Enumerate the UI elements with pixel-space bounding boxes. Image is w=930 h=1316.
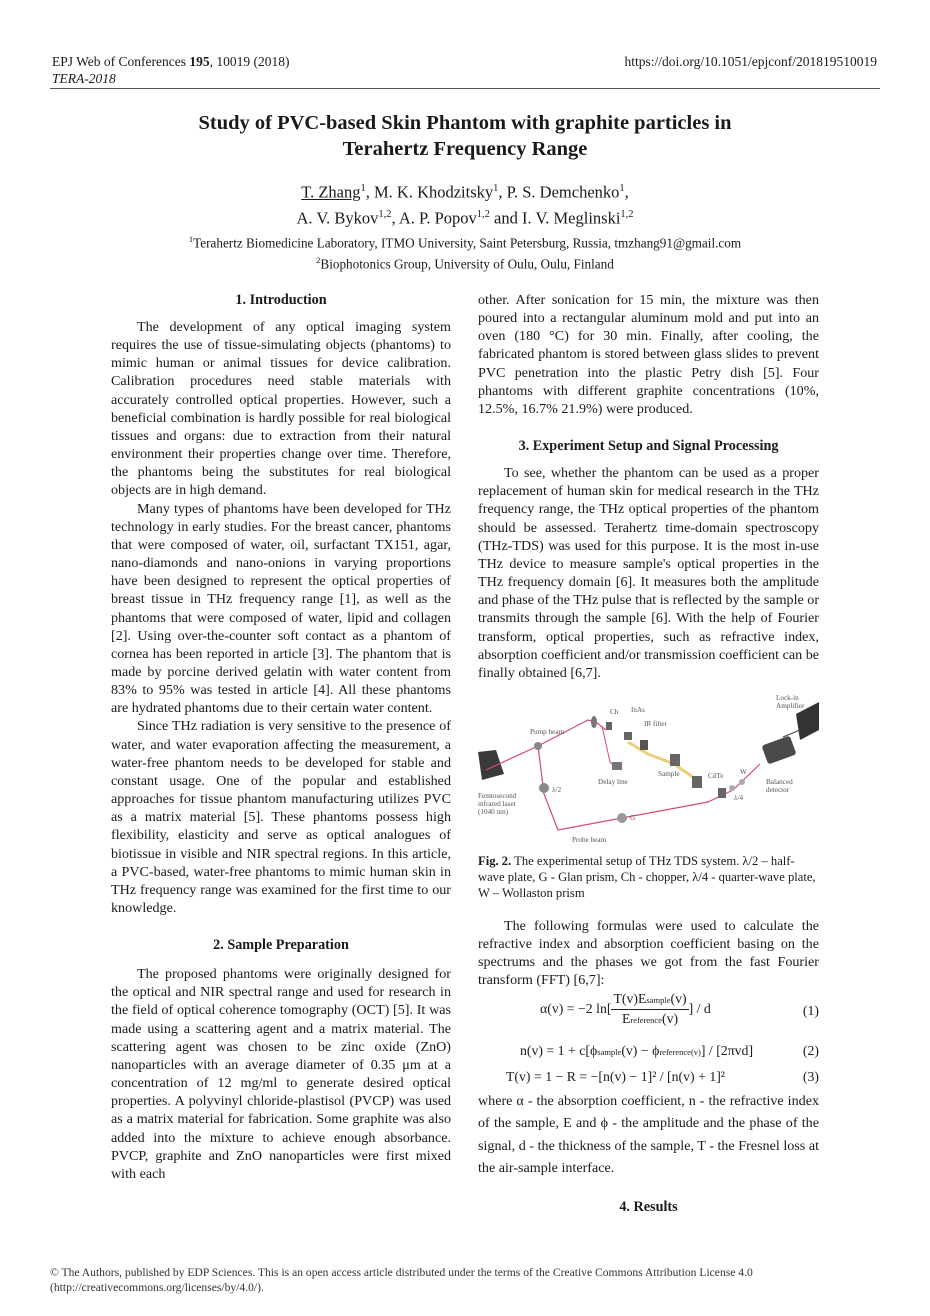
quarter-wave-plate-icon [729,785,735,791]
label-pump-beam: Pump beam [530,727,565,736]
eq1-den-end: (v) [661,1010,679,1026]
author-list [100,178,830,229]
header-rule [50,88,880,89]
author-sep: and [489,208,522,227]
sample-paragraph-1: The proposed phantoms were originally designed for the optical and NIR spectral range and used for research in the field of optical coherence tomography (OCT) [5]. It was made using a scattering agent and a matrix material. The scattering agent was chosen to be zinc oxide (ZnO) nanoparticles with an average diameter of 0.35 μm at a concentration of 12 mg/ml to generate desired optical properties. A polyvinyl chloride-plastisol (PVCP) was used as a matrix material for fabrication. Some graphite was also added into the mixture to achieve enough absorbance. PVCP, graphite and ZnO nanoparticles were first mixed with each [111,966,451,1182]
section-heading-results: 4. Results [619,1198,678,1215]
label-chopper: Ch [610,707,619,716]
author-affil-sup: 1,2 [378,208,392,220]
intro-paragraph-3: Since THz radiation is very sensitive to the presence of water, and water evaporation affecting the measurement, a water-free phantom needs to be developed for stable and constant usage. One of the popular and established approaches for tissue phantom manufacturing utilizes PVC as a matrix material [5]. These phantoms possess high flexibility, elasticity and serve as optical analogues of biotissue in visible and NIR spectral regions. In this article, a PVC-based, water-free phantoms to mimic human skin in THz frequency range was examined for the first time to our knowledge. [111,718,451,916]
license-footer [50,1265,880,1295]
half-wave-plate-icon [539,783,549,793]
label-balanced: Balanced [766,777,793,786]
intro-paragraph-1: The development of any optical imaging system requires the use of tissue-simulating objects (phantoms) to mimic human or animal tissues for device calibration. Calibration procedures need stable materials with accurately controlled optical properties. However, such a beneficial combination is hardly possible for real biological tissues and organs: due to extraction from their natural environment their properties change over time. Therefore, the phantoms being the substitutes for real biological objects are in high demand. [111,319,451,499]
label-wavelength: (1040 nm) [478,807,509,816]
author-name: T. Zhang [301,182,361,202]
section-heading-sample-preparation: 2. Sample Preparation [213,937,349,954]
caption-label: Fig. 2. [478,853,512,868]
eq2-part3: ] / [2πvd] [700,1042,754,1058]
caption-text: The experimental setup of THz TDS system. λ/2 – half-wave plate, G - Glan prism, Ch - chopper, λ/4 - quarter-wave plate, W – Wollaston prism [478,853,816,900]
left-column [111,291,451,1183]
license-line-1: © The Authors, published by EDP Sciences. This is an open access article distributed under the terms of the Creative Commons Attribution License 4.0 [50,1266,753,1279]
affiliations [100,231,830,273]
eq1-num: T(v)E [613,990,647,1006]
equation-number: (3) [802,1068,819,1084]
journal-name: EPJ Web of Conferences [52,54,190,69]
balanced-detector-icon [761,735,796,764]
label-sample: Sample [658,769,680,778]
glan-prism-icon [617,813,627,823]
eq2-sub1: sample [597,1046,622,1057]
experimental-setup-figure [478,692,819,850]
author-sep: , [365,182,374,202]
label-amplifier: Amplifier [776,701,805,710]
eq1-num-sub: sample [646,994,671,1005]
author-sep: , [391,208,399,227]
cdte-crystal-icon [718,788,726,798]
affil-text: Terahertz Biomedicine Laboratory, ITMO University, Saint Petersburg, Russia, tmzhang91@gmail.com [193,235,742,251]
license-link[interactable]: (http://creativecommons.org/licenses/by/4.0/). [50,1281,264,1294]
equation-2 [478,1038,819,1064]
mirror-icon [534,742,542,750]
equation-2-body [520,1042,753,1061]
laser-icon [478,750,504,780]
affiliation-1 [100,231,830,252]
inas-emitter-icon [624,732,632,740]
author-affil-sup: 1 [619,183,625,194]
author-affil-sup: 1,2 [620,208,634,220]
conference-name: TERA-2018 [52,71,116,86]
mirror-icon [606,722,612,730]
journal-issue: , 10019 (2018) [209,54,290,69]
label-cdte: CdTe [708,771,724,780]
wollaston-prism-icon [739,779,745,785]
equation-number: (2) [802,1042,819,1058]
doi-link[interactable]: https://doi.org/10.1051/epjconf/201819510019 [624,54,877,69]
eq1-den-sub: reference [630,1014,662,1025]
author-affil-sup: 1,2 [476,208,490,220]
author-name: P. S. Demchenko [506,182,620,202]
equation-3-body: T(v) = 1 − R = −[n(v) − 1]² / [n(v) + 1]² [506,1068,725,1084]
eq1-fraction [611,990,688,1029]
eq1-lhs: α(v) = −2 ln[ [540,1000,612,1016]
label-quarter-wave: λ/4 [734,793,744,802]
author-name: A. P. Popov [398,208,477,227]
intro-paragraph-2: Many types of phantoms have been developed for THz technology in early studies. For the breast cancer, phantoms that were composed of water, oil, surfactant TX151, agar, nano-diamonds and nano-onions in varying proportions have been designed to represent the optical properties of breast tissue in THz frequency range [1], as well as the phantoms that were composed of water, lipid and collagen [2]. Using over-the-counter soft contact as a phantom of cornea has been reported in article [3]. The phantom that is made by porcine derived gelatin with water content from 83% to 95% was tested in article [4]. All these phantoms are hydrated phantoms due to their certain water content. [111,500,451,717]
parabolic-mirror-icon [670,754,680,766]
experiment-paragraph-1: To see, whether the phantom can be used as a proper replacement of human skin for medical research in the THz frequency range, the THz optical properties of the phantom should be assessed. Terahertz time-domain spectroscopy (THz-TDS) was used for this purpose. It is the most in-use THz device to measure sample's optical properties in the THz frequency domain [6]. It measures both the amplitude and phase of the THz pulse that is reflected by the sample or transmits through the sample [6]. With the help of Fourier transform, optical properties, such as refractive index, absorption coefficient and/or transmission coefficient can be finally obtained [6,7]. [478,465,820,681]
label-glan-prism: G [630,813,636,822]
affil-sup: 1 [188,234,194,244]
section-heading-introduction: 1. Introduction [235,292,327,308]
eq1-num-end: (v) [670,990,687,1006]
label-femtosecond: Femtosecond [478,791,517,800]
equation-1 [478,990,819,1036]
equation-1-body [540,990,711,1029]
author-affil-sup: 1 [360,183,366,194]
delay-line-icon [612,762,622,770]
section-heading-experiment: 3. Experiment Setup and Signal Processing [518,438,779,455]
label-half-wave: λ/2 [552,785,562,794]
eq2-sub2: reference(v) [659,1046,701,1057]
experiment-paragraph-3: where α - the absorption coefficient, n - the refractive index of the sample, E and ϕ - the amplitude and the phase of the signal, d - the thickness of the sample, T - the Fresnel loss at the air-sample interface. [478,1092,819,1177]
label-infrared-laser: infrared laser [478,799,517,808]
eq1-rhs: ] / d [688,1000,711,1016]
journal-volume: 195 [189,54,210,69]
affil-text: Biophotonics Group, University of Oulu, Oulu, Finland [320,256,614,272]
sample-holder-icon [692,776,702,788]
label-inas: InAs [631,705,645,714]
title-line-1: Study of PVC-based Skin Phantom with graphite particles in [198,112,732,134]
eq1-den: E [621,1010,631,1026]
title-line-2: Terahertz Frequency Range [342,138,588,160]
running-header-left [52,53,290,87]
ir-filter-icon [640,740,648,750]
author-name: M. K. Khodzitsky [373,182,494,202]
author-name: I. V. Meglinski [522,208,621,227]
eq2-part1: n(v) = 1 + c[ϕ [520,1042,598,1058]
right-column [478,291,819,1216]
author-name: A. V. Bykov [296,208,379,227]
label-ir-filter: IR filter [644,719,667,728]
sample-paragraph-continued: other. After sonication for 15 min, the mixture was then poured into a rectangular aluminum mold and put into an oven (180 °C) for 30 min. Finally, after cooling, the fabricated phantom is stored between glass slides to prevent PVC penetration into the plastic Petry dish [5]. Four phantoms with different graphite concentrations (10%, 12.5%, 16.7% 21.9%) were produced. [478,292,819,417]
label-wollaston: W [740,767,747,776]
label-probe-beam: Probe beam [572,835,607,844]
label-lock-in: Lock-in [776,693,799,702]
label-delay-line: Delay line [598,777,628,786]
label-detector: detector [766,785,790,794]
author-sep: , [624,182,629,202]
eq2-part2: (v) − ϕ [621,1042,660,1058]
equation-number: (1) [802,1002,819,1018]
chopper-icon [591,716,597,728]
probe-beam-path [538,746,760,830]
affil-sup: 2 [316,254,321,265]
figure-caption [478,853,819,901]
author-affil-sup: 1 [493,183,499,194]
experiment-paragraph-2: The following formulas were used to calculate the refractive index and absorption coefficient basing on the spectrums and the phases we got from the fast Fourier transform (FFT) [6,7]: [478,917,819,989]
affiliation-2 [100,252,830,273]
authors-line-1 [100,178,830,204]
authors-line-2 [100,204,830,230]
equation-3 [478,1064,819,1090]
author-sep: , [498,182,507,202]
paper-title [100,110,830,162]
